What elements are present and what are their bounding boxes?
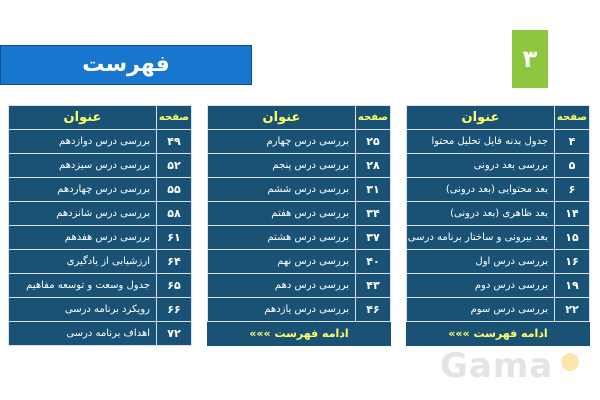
toc-page: ۶ xyxy=(555,178,590,202)
toc-page: ۴ xyxy=(555,130,590,154)
toc-row[interactable] xyxy=(9,226,192,250)
continue-toc-link[interactable]: ««« ادامه فهرست xyxy=(249,327,349,340)
toc-title: بررسی درس پنجم xyxy=(208,154,356,178)
page-number-badge xyxy=(512,30,548,88)
toc-title: جدول وسعت و توسعه مفاهیم xyxy=(9,274,157,298)
toc-header-page: صفحه xyxy=(157,106,192,130)
toc-row[interactable] xyxy=(208,130,391,154)
toc-title: بررسی درس نهم xyxy=(208,250,356,274)
toc-title: بررسی بعد درونی xyxy=(407,154,555,178)
toc-row[interactable] xyxy=(407,250,590,274)
toc-title: اهداف برنامه درسی xyxy=(9,322,157,346)
toc-row[interactable] xyxy=(208,154,391,178)
toc-title: بررسی درس دهم xyxy=(208,274,356,298)
toc-title: بعد محتوایی (بعد درونی) xyxy=(407,178,555,202)
toc-title: بررسی درس سوم xyxy=(407,298,555,322)
toc-row[interactable] xyxy=(208,178,391,202)
toc-row[interactable] xyxy=(407,298,590,322)
toc-title: بررسی درس دوازدهم xyxy=(9,130,157,154)
toc-page: ۱۴ xyxy=(555,202,590,226)
toc-row[interactable] xyxy=(208,250,391,274)
toc-header-title: عنوان xyxy=(208,106,356,130)
toc-row[interactable] xyxy=(9,274,192,298)
toc-page: ۱۵ xyxy=(555,226,590,250)
toc-title: بعد بیرونی و ساختار برنامه درسی xyxy=(407,226,555,250)
toc-title: رویکرد برنامه درسی xyxy=(9,298,157,322)
gama-watermark: Gama xyxy=(440,346,554,386)
toc-page: ۴۳ xyxy=(356,274,391,298)
toc-row[interactable] xyxy=(407,178,590,202)
page-title: فهرست xyxy=(82,52,170,77)
toc-page: ۲۸ xyxy=(356,154,391,178)
toc-row[interactable] xyxy=(407,154,590,178)
toc-row[interactable] xyxy=(407,226,590,250)
toc-page: ۴۰ xyxy=(356,250,391,274)
toc-page: ۵ xyxy=(555,154,590,178)
toc-title: جدول بدنه فایل تحلیل محتوا xyxy=(407,130,555,154)
toc-header-title: عنوان xyxy=(9,106,157,130)
toc-page: ۱۶ xyxy=(555,250,590,274)
toc-title: بررسی درس چهاردهم xyxy=(9,178,157,202)
toc-row[interactable] xyxy=(9,250,192,274)
toc-page: ۲۵ xyxy=(356,130,391,154)
toc-row[interactable] xyxy=(208,274,391,298)
toc-row[interactable] xyxy=(407,202,590,226)
toc-page: ۶۵ xyxy=(157,274,192,298)
toc-page: ۲۲ xyxy=(555,298,590,322)
toc-page: ۳۷ xyxy=(356,226,391,250)
logo-sun-icon xyxy=(561,353,579,371)
toc-row[interactable] xyxy=(9,202,192,226)
toc-page: ۵۸ xyxy=(157,202,192,226)
toc-title: بررسی درس یازدهم xyxy=(208,298,356,322)
toc-page: ۵۵ xyxy=(157,178,192,202)
toc-page: ۶۴ xyxy=(157,250,192,274)
toc-row[interactable] xyxy=(9,154,192,178)
toc-header-page: صفحه xyxy=(356,106,391,130)
toc-page: ۷۲ xyxy=(157,322,192,346)
toc-row[interactable] xyxy=(407,130,590,154)
toc-row[interactable] xyxy=(208,226,391,250)
toc-title: بررسی درس دوم xyxy=(407,274,555,298)
toc-page: ۳۴ xyxy=(356,202,391,226)
toc-page: ۱۹ xyxy=(555,274,590,298)
toc-title: ارزشیابی از یادگیری xyxy=(9,250,157,274)
toc-title: بررسی درس هشتم xyxy=(208,226,356,250)
toc-title: بررسی درس ششم xyxy=(208,178,356,202)
toc-page: ۵۲ xyxy=(157,154,192,178)
toc-row[interactable] xyxy=(208,298,391,322)
toc-page: ۶۱ xyxy=(157,226,192,250)
page-number: ۳ xyxy=(522,45,538,73)
toc-table-1 xyxy=(406,105,590,346)
toc-table-2 xyxy=(207,105,391,346)
toc-page: ۶۶ xyxy=(157,298,192,322)
toc-title: بررسی درس هفدهم xyxy=(9,226,157,250)
toc-page: ۴۹ xyxy=(157,130,192,154)
toc-row[interactable] xyxy=(9,322,192,346)
toc-row[interactable] xyxy=(407,274,590,298)
toc-title: بعد ظاهری (بعد درونی) xyxy=(407,202,555,226)
toc-row[interactable] xyxy=(208,202,391,226)
toc-page: ۴۶ xyxy=(356,298,391,322)
toc-page: ۳۱ xyxy=(356,178,391,202)
toc-table-3 xyxy=(8,105,192,346)
toc-title: بررسی درس اول xyxy=(407,250,555,274)
continue-toc-link[interactable]: ««« ادامه فهرست xyxy=(448,327,548,340)
toc-row[interactable] xyxy=(9,298,192,322)
toc-row[interactable] xyxy=(9,178,192,202)
toc-header-title: عنوان xyxy=(407,106,555,130)
toc-header-page: صفحه xyxy=(555,106,590,130)
toc-title: بررسی درس هفتم xyxy=(208,202,356,226)
toc-row[interactable] xyxy=(9,130,192,154)
toc-title: بررسی درس شانزدهم xyxy=(9,202,157,226)
toc-title: بررسی درس سیزدهم xyxy=(9,154,157,178)
toc-title: بررسی درس چهارم xyxy=(208,130,356,154)
